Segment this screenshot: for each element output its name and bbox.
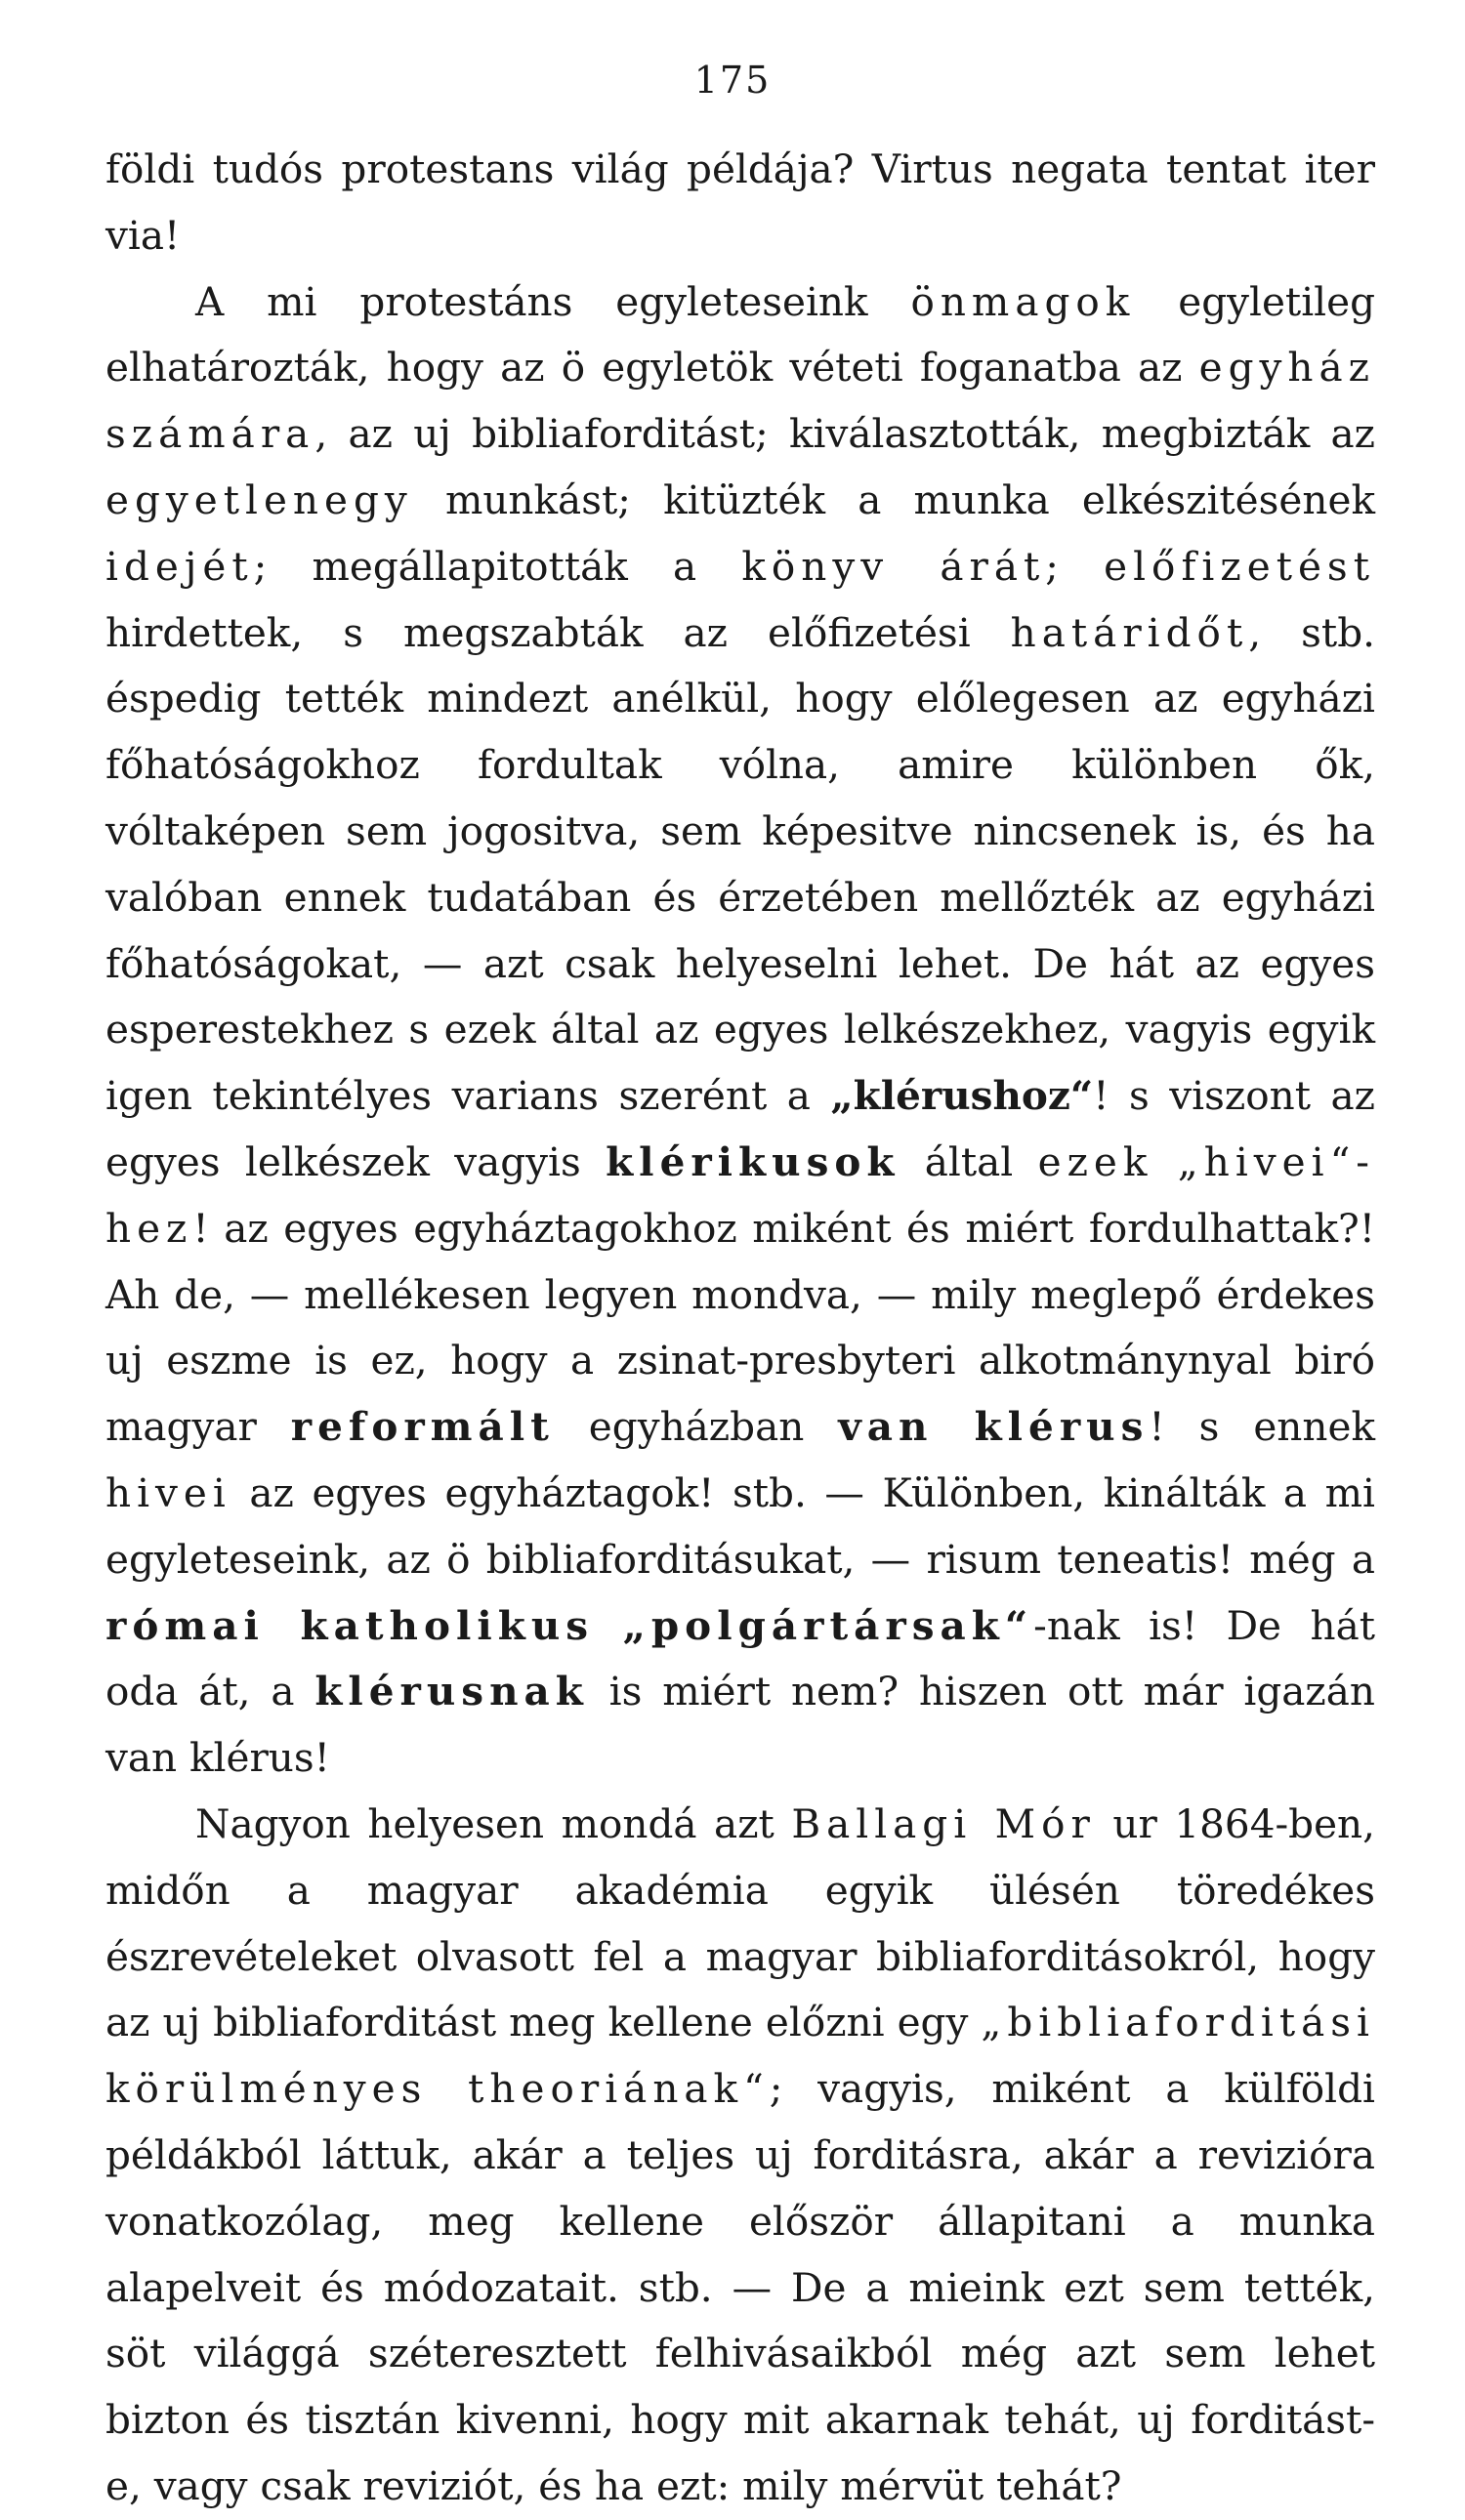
emphasized-text: határidőt [1010, 608, 1249, 656]
emphasized-text: könyv árát [741, 542, 1046, 590]
emphasized-text: „hivei“-hez [105, 1137, 1375, 1252]
emphasized-text: „polgártársak“ [622, 1601, 1034, 1649]
paragraph-2: A mi protestáns egyleteseink önmagok egyletileg elhatározták, hogy az ö egyletök véteti foganatba az egyház számára, az uj bibliaforditást; kiválasztották, megbizták az egyetlenegy munkást; kitüzték a munka elkészitésének idejét; megállapitották a könyv árát; előfizetést hirdettek, s megszabták az előfizetési határidőt, stb. éspedig tették mindezt anélkül, hogy előlegesen az egyházi főhatóságokhoz fordultak vólna, amire különben ők, vóltaképen sem jogositva, sem képesitve nincsenek is, és ha valóban ennek tudatában és érzetében mellőzték az egyházi főhatóságokat, — azt csak helyeselni lehet. De hát az egyes esperestekhez s ezek által az egyes lelkészekhez, vagyis egyik igen tekintélyes varians szerént a „klérushoz“! s viszont az egyes lelkészek vagyis klérikusok által ezek „hivei“-hez! az egyes egyháztagokhoz miként és miért fordulhattak?! Ah de, — mellékesen legyen mondva, — mily meglepő érdekes uj eszme is ez, hogy a zsinat-presbyteri alkotmánynyal biró magyar reformált egyházban van klérus! s ennek hivei az egyes egyháztagok! stb. — Különben, kinálták a mi egyleteseink, az ö bibliaforditásukat, — risum teneatis! még a római katholikus „polgártársak“-nak is! De hát oda át, a klérusnak is miért nem? hiszen ott már igazán van klérus! [105, 277, 1375, 1782]
emphasized-text: egyetlenegy [105, 475, 413, 523]
emphasized-text: ezek [1037, 1137, 1153, 1185]
emphasized-text: klérusnak [314, 1668, 589, 1715]
emphasized-text: önmagok [910, 277, 1136, 325]
page-number: 175 [693, 59, 772, 102]
emphasized-text: Ballagi Mór [791, 1799, 1096, 1847]
emphasized-text: van klérus [838, 1403, 1150, 1451]
emphasized-text: egyház számára [105, 344, 1375, 458]
paragraph-3: Nagyon helyesen mondá azt Ballagi Mór ur 1864-ben, midőn a magyar akadémia egyik ülésén töredékes észrevételeket olvasott fel a magyar bibliaforditásokról, hogy az uj bibliaforditást meg kellene előzni egy „bibliaforditási körülményes theoriának“; vagyis, miként a külföldi példákból láttuk, akár a teljes uj forditásra, akár a revizióra vonatkozólag, meg kellene először állapitani a munka alapelveit és módozatait. stb. — De a mieink ezt sem tették, söt világgá széteresztett felhivásaikból még azt sem lehet bizton és tisztán kivenni, hogy mit akarnak tehát, uj forditást-e, vagy csak reviziót, és ha ezt: mily mérvüt tehát? [105, 1799, 1375, 2509]
emphasized-text: „klérushoz“ [830, 1072, 1094, 1120]
emphasized-text: római katholikus [105, 1601, 595, 1649]
emphasized-text: klérikusok [606, 1137, 900, 1185]
emphasized-text: előfizetést [1104, 542, 1375, 590]
emphasized-text: „bibliaforditási körülményes theoriának“ [105, 1999, 1375, 2113]
emphasized-text: reformált [290, 1403, 555, 1451]
paragraph-1: földi tudós protestans világ példája? Virtus negata tentat iter via! [105, 145, 1375, 259]
emphasized-text: hivei [105, 1468, 231, 1516]
emphasized-text: idejét [105, 542, 254, 590]
body-text [105, 137, 1375, 2520]
